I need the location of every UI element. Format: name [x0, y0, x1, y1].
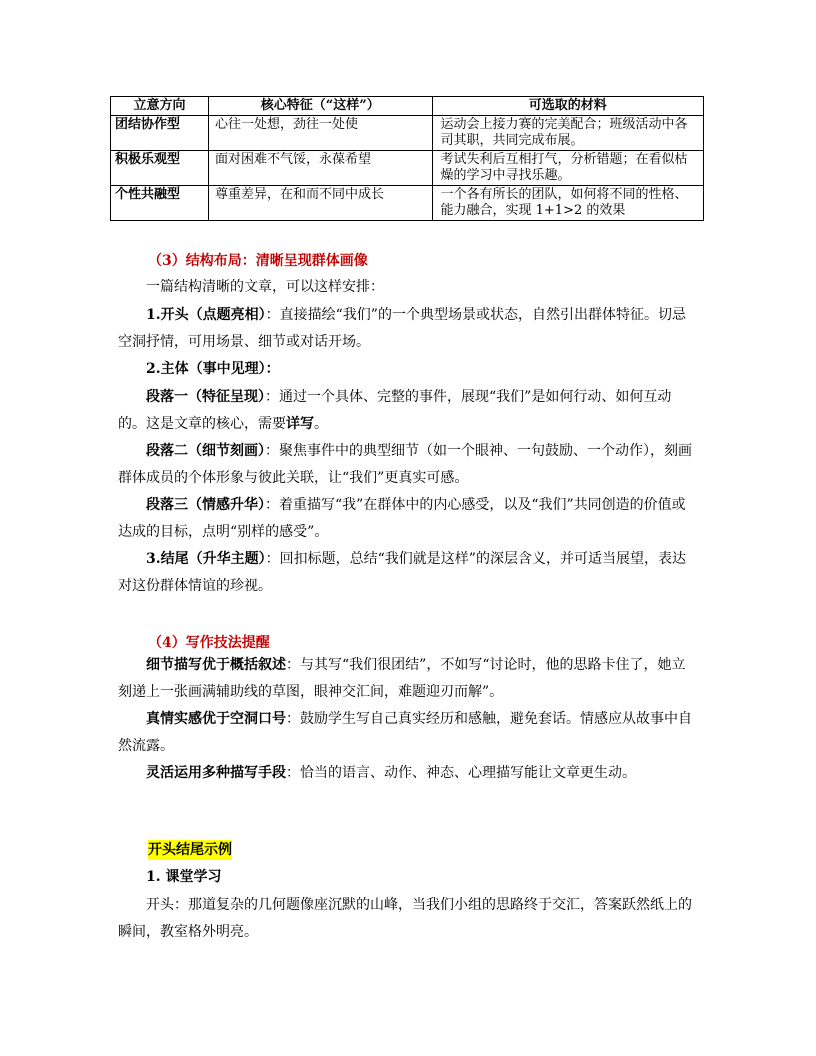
tip-emotion-text: ：鼓励学生写自己真实经历和感触，避免套话。情感应从故事中自然流露。: [118, 711, 692, 754]
body-paragraph-three-text: ：着重描写“我”在群体中的内心感受，以及“我们”共同创造的价值或达成的目标，点明“别样的感受”。: [118, 497, 686, 540]
tip-emotion-para: [118, 706, 698, 760]
examples-heading: 开头结尾示例: [148, 842, 232, 858]
structure-ending-label: 3.结尾（升华主题）: [146, 551, 266, 567]
structure-body-label: 2.主体（事中见理）：: [146, 361, 280, 377]
structure-opening-para: [118, 302, 698, 356]
tip-detail-label: 细节描写优于概括叙述: [146, 657, 286, 673]
table-row: [111, 116, 704, 151]
section3-heading: （3）结构布局：清晰呈现群体画像: [148, 253, 368, 269]
section3-intro: 一篇结构清晰的文章，可以这样安排：: [146, 279, 384, 295]
tip-detail-text: ：与其写“我们很团结”，不如写“讨论时，他的思路卡住了，她立刻递上一张画满辅助线的草图，眼神交汇间，难题迎刃而解”。: [118, 657, 686, 700]
table-cell-core: 面对困难不气馁，永葆希望: [208, 151, 432, 186]
section4-heading: （4）写作技法提醒: [148, 635, 270, 651]
body-paragraph-one-label: 段落一（特征呈现）: [146, 389, 265, 405]
table-row: [111, 151, 704, 186]
body-paragraph-two-text: ：聚焦事件中的典型细节（如一个眼神、一句鼓励、一个动作），刻画群体成员的个体形象与彼此关联，让“我们”更真实可感。: [118, 443, 692, 486]
example-item-label: 1. 课堂学习: [146, 869, 222, 885]
table-header-core: 核心特征（“这样”）: [208, 97, 432, 116]
body-paragraph-two: [118, 438, 698, 492]
example-opening-label: 开头: [146, 897, 174, 913]
body-paragraph-one: [118, 384, 698, 438]
table-cell-material: 考试失利后互相打气，分析错题；在看似枯燥的学习中寻找乐趣。: [432, 151, 704, 186]
table-header-direction: 立意方向: [111, 97, 209, 116]
body-paragraph-three: [118, 492, 698, 546]
structure-body-para: [118, 356, 698, 383]
body-paragraph-one-emphasis: 详写: [286, 416, 314, 432]
structure-opening-text: ：直接描绘“我们”的一个典型场景或状态，自然引出群体特征。切忌空洞抒情，可用场景、细节或对话开场。: [118, 307, 686, 350]
table-cell-material: 运动会上接力赛的完美配合；班级活动中各司其职，共同完成布展。: [432, 116, 704, 151]
structure-ending-para: [118, 546, 698, 600]
table-header-material: 可选取的材料: [432, 97, 704, 116]
example-item-title: [118, 864, 698, 891]
tip-techniques-label: 灵活运用多种描写手段: [146, 765, 286, 781]
table-header-row: [111, 97, 704, 116]
body-paragraph-one-text: ：通过一个具体、完整的事件，展现“我们”是如何行动、如何互动的。这是文章的核心，需要: [118, 389, 672, 432]
table-cell-core: 尊重差异，在和而不同中成长: [208, 186, 432, 221]
theme-table: [110, 96, 704, 221]
example-opening-para: [118, 892, 698, 946]
table-cell-material: 一个各有所长的团队，如何将不同的性格、能力融合，实现 1+1>2 的效果: [432, 186, 704, 221]
table-cell-direction: 团结协作型: [111, 116, 209, 151]
tip-techniques-text: ：恰当的语言、动作、神态、心理描写能让文章更生动。: [286, 765, 636, 781]
body-paragraph-three-label: 段落三（情感升华）: [146, 497, 265, 513]
table-cell-direction: 个性共融型: [111, 186, 209, 221]
table-row: [111, 186, 704, 221]
structure-ending-text: ：回扣标题，总结“我们就是这样”的深层含义，并可适当展望，表达对这份群体情谊的珍视。: [118, 551, 686, 594]
example-opening-text: ：那道复杂的几何题像座沉默的山峰，当我们小组的思路终于交汇，答案跃然纸上的瞬间，教室格外明亮。: [118, 897, 692, 940]
table-cell-core: 心往一处想，劲往一处使: [208, 116, 432, 151]
tip-emotion-label: 真情实感优于空洞口号: [146, 711, 286, 727]
body-paragraph-one-end: 。: [314, 416, 328, 432]
tip-detail-para: [118, 652, 698, 706]
body-paragraph-two-label: 段落二（细节刻画）: [146, 443, 265, 459]
tip-techniques-para: [118, 760, 698, 787]
structure-opening-label: 1.开头（点题亮相）: [146, 307, 266, 323]
table-cell-direction: 积极乐观型: [111, 151, 209, 186]
